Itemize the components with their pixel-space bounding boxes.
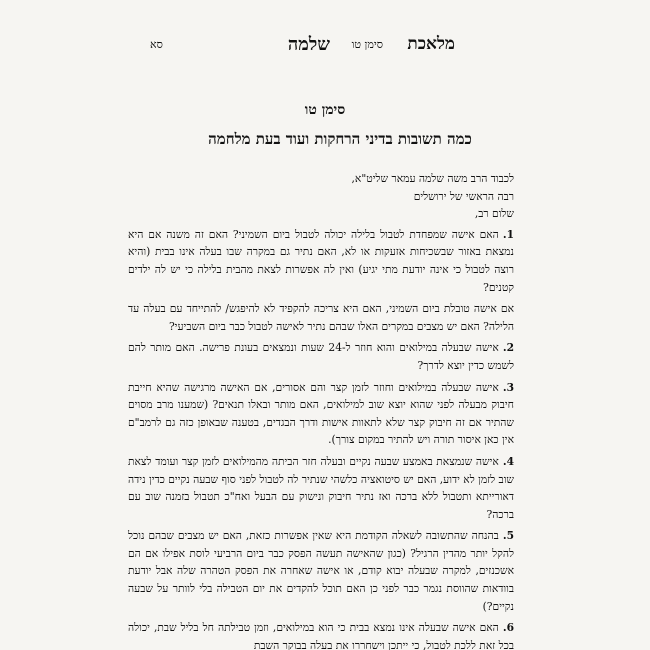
question-paragraph	[128, 527, 514, 615]
page-number: סא	[150, 38, 163, 51]
letter-body	[128, 170, 514, 650]
question-text: אישה שנמצאת באמצע שבעה נקיים ובעלה חזר הביתה מהמילואים לזמן קצר ועומד לצאת שוב לזמן לא ידוע, האם יש סיטואציה כלשהי שנתיר לה לטבול לפני סוף שבעה נקיים כדין נידה דאורייתא ותטבול ללא ברכה ואז נתיר חיבוק ונישוק עם הבעל ואח"כ תטבול בזמנה שוב עם ברכה?	[128, 454, 514, 521]
question-number: 1.	[502, 227, 514, 241]
question-paragraph	[128, 379, 514, 449]
greeting: שלום רב,	[474, 207, 514, 221]
question-text: אם אישה טובלת ביום השמיני, האם היא צריכה להקפיד לא להיפגש/ להתייחד עם בעלה עד הלילה? האם יש מצבים במקרים האלו שבהם נתיר לאישה לטבול כבר ביום השביעי?	[128, 302, 514, 333]
question-paragraph	[128, 339, 514, 374]
running-head	[150, 34, 455, 60]
question-number: 4.	[502, 454, 514, 468]
section-title: סימן טו	[304, 102, 346, 118]
question-paragraph	[128, 453, 514, 523]
question-paragraph	[128, 619, 514, 650]
question-text: בהנחה שהתשובה לשאלה הקודמת היא שאין אפשרות כזאת, האם יש מצבים שבהם נוכל להקל יותר מהדין הרגיל? (כגון שהאישה תעשה הפסק כבר ביום הרביעי לוסת אפילו אם הם אשכנזים, למקרה שבעלה יבוא קודם, או אישה שאחרה את הפסק הטהרה שלה אבל יודעת בוודאות שהווסת נגמר כבר לפני כן האם תוכל להקדים את יום הטבילה בלי לוותר על שבעה נקיים?)	[128, 529, 514, 613]
question-number: 2.	[502, 341, 514, 355]
question-text: אישה שבעלה במילואים והוא חוזר ל-24 שעות ונמצאים בעונת פרישה. האם מותר להם לשמש כדין יוצא לדרך?	[128, 341, 514, 372]
running-head-book-title: מלאכת	[407, 34, 455, 54]
question-text: האם אישה שבעלה אינו נמצא בבית כי הוא במילואים, וזמן טבילתה חל בליל שבת, יכולה בכל זאת ללכת לטבול, כי ייתכן וישחררו את בעלה בבוקר השבת	[128, 621, 514, 650]
question-number: 5.	[502, 529, 514, 543]
question-number: 6.	[502, 621, 514, 635]
question-paragraph	[128, 300, 514, 335]
question-text: אישה שבעלה במילואים וחוזר לזמן קצר והם אסורים, אם האישה מרגישה שהיא חייבת חיבוק מבעלה לפני שהוא יוצא שוב למילואים, האם מותר ובאלו תנאים? (שמענו מרב מסוים שהתיר אם זה חיבוק קצר שלא לתאוות אישות ודרך הבגדים, בטענה שבאופן כזה גם לרמב"ם אין כאן איסור תורה ויש להתיר במקום צורך).	[128, 380, 514, 447]
question-number: 3.	[502, 380, 514, 394]
question-paragraph	[128, 226, 514, 296]
section-subtitle: כמה תשובות בדיני הרחקות ועוד בעת מלחמה	[208, 130, 472, 148]
running-head-chapter: סימן טו	[351, 38, 383, 51]
question-text: האם אישה שמפחדת לטבול בלילה יכולה לטבול ביום השמיני? האם זה משנה אם היא נמצאת באזור שבשכיחות אזעקות או לא, האם נתיר גם במקרה שבו בעלה אינו בבית (והיא רוצה לטבול כי אינה יודעת מתי יגיע) ואין לה אפשרות לצאת מהבית בלילה כי יש לה ילדים קטנים?	[128, 227, 514, 294]
running-head-book-title-second: שלמה	[287, 34, 330, 55]
address-line: רבה הראשי של ירושלים	[413, 189, 514, 203]
address-line: לכבוד הרב משה שלמה עמאר שליט"א,	[351, 172, 514, 185]
